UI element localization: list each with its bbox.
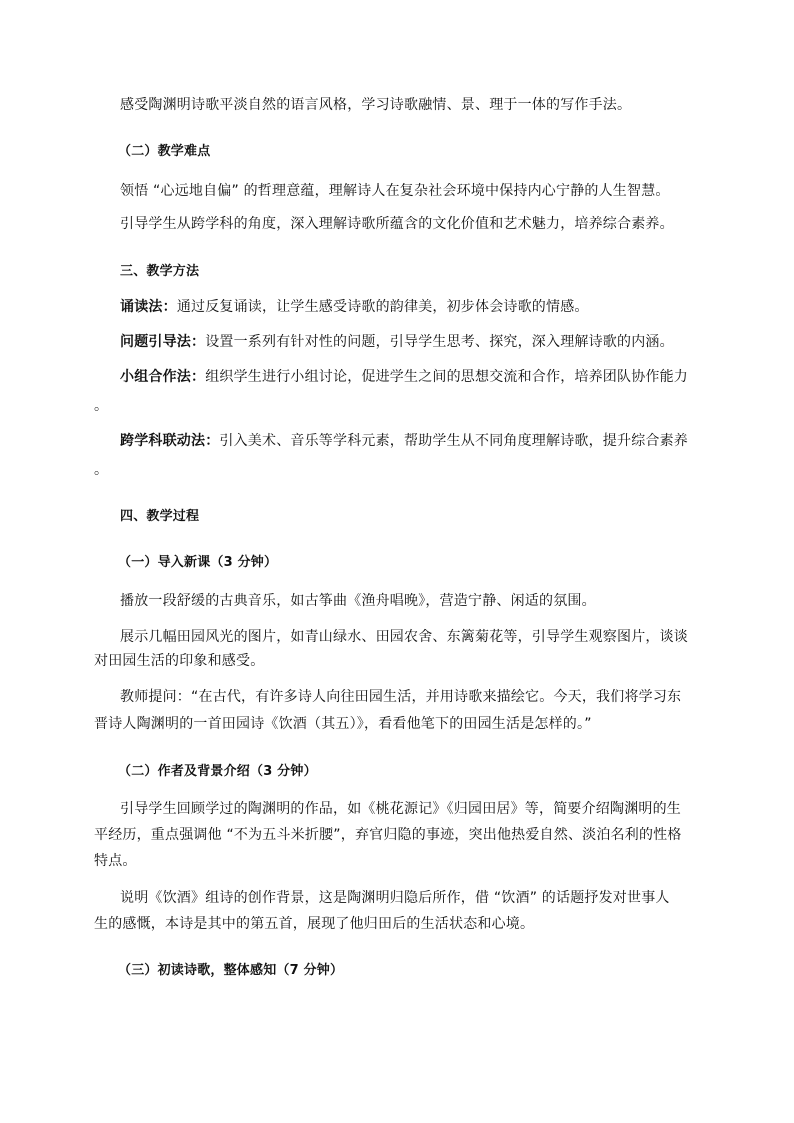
intro-paragraph-1: 播放一段舒缓的古典音乐，如古筝曲《渔舟唱晚》，营造宁静、闲适的氛围。 [120, 593, 596, 609]
method-text: 通过反复诵读，让学生感受诗歌的韵律美，初步体会诗歌的情感。 [176, 299, 589, 315]
wrapped-punctuation: 。 [94, 462, 108, 478]
method-text: 设置一系列有针对性的问题，引导学生思考、探究，深入理解诗歌的内涵。 [205, 334, 674, 350]
difficulty-paragraph-1: 领悟 “心远地自偏” 的哲理意蕴，理解诗人在复杂社会环境中保持内心宁静的人生智慧。 [120, 183, 670, 199]
method-term: 小组合作法： [120, 369, 206, 385]
section-heading-reading: （三）初读诗歌，整体感知（7 分钟） [118, 963, 344, 978]
method-term: 跨学科联动法： [120, 433, 220, 449]
method-group-cooperation [120, 367, 688, 387]
method-text: 组织学生进行小组讨论，促进学生之间的思想交流和合作，培养团队协作能力 [205, 369, 689, 385]
section-heading-methods: 三、教学方法 [120, 264, 200, 279]
intro-paragraph-3-line-2: 晋诗人陶渊明的一首田园诗《饮酒（其五）》，看看他笔下的田园生活是怎样的。” [94, 716, 592, 732]
wrapped-punctuation: 。 [94, 398, 108, 414]
intro-paragraph-2-line-2: 对田园生活的印象和感受。 [94, 653, 265, 669]
author-paragraph-2-line-2: 生的感慨，本诗是其中的第五首，展现了他归田后的生活状态和心境。 [94, 916, 535, 932]
author-paragraph-1-line-3: 特点。 [94, 853, 137, 869]
intro-paragraph-2-line-1: 展示几幅田园风光的图片，如青山绿水、田园农舍、东篱菊花等，引导学生观察图片，谈谈 [120, 629, 688, 645]
intro-paragraph-3-line-1: 教师提问：“在古代，有许多诗人向往田园生活，并用诗歌来描绘它。今天，我们将学习东 [120, 689, 682, 705]
difficulty-paragraph-2: 引导学生从跨学科的角度，深入理解诗歌所蕴含的文化价值和艺术魅力，培养综合素养。 [120, 216, 674, 232]
section-heading-author: （二）作者及背景介绍（3 分钟） [118, 764, 317, 779]
method-question-guidance [120, 332, 674, 352]
method-recitation [120, 297, 589, 317]
method-text: 引入美术、音乐等学科元素，帮助学生从不同角度理解诗歌，提升综合素养 [219, 433, 689, 449]
author-paragraph-1-line-1: 引导学生回顾学过的陶渊明的作品，如《桃花源记》《归园田居》等，简要介绍陶渊明的生 [120, 801, 681, 817]
section-heading-process: 四、教学过程 [120, 509, 200, 524]
section-heading-intro: （一）导入新课（3 分钟） [118, 555, 278, 570]
section-heading-difficulty: （二）教学难点 [118, 144, 211, 159]
method-term: 问题引导法： [120, 334, 206, 350]
method-term: 诵读法： [120, 299, 177, 315]
author-paragraph-2-line-1: 说明《饮酒》组诗的创作背景，这是陶渊明归隐后所作，借 “饮酒” 的话题抒发对世事人 [120, 890, 670, 906]
author-paragraph-1-line-2: 平经历，重点强调他 “不为五斗米折腰”，弃官归隐的事迹，突出他热爱自然、淡泊名利的性格 [94, 827, 682, 843]
method-interdisciplinary [120, 431, 688, 451]
goal-paragraph: 感受陶渊明诗歌平淡自然的语言风格，学习诗歌融情、景、理于一体的写作手法。 [120, 97, 632, 113]
